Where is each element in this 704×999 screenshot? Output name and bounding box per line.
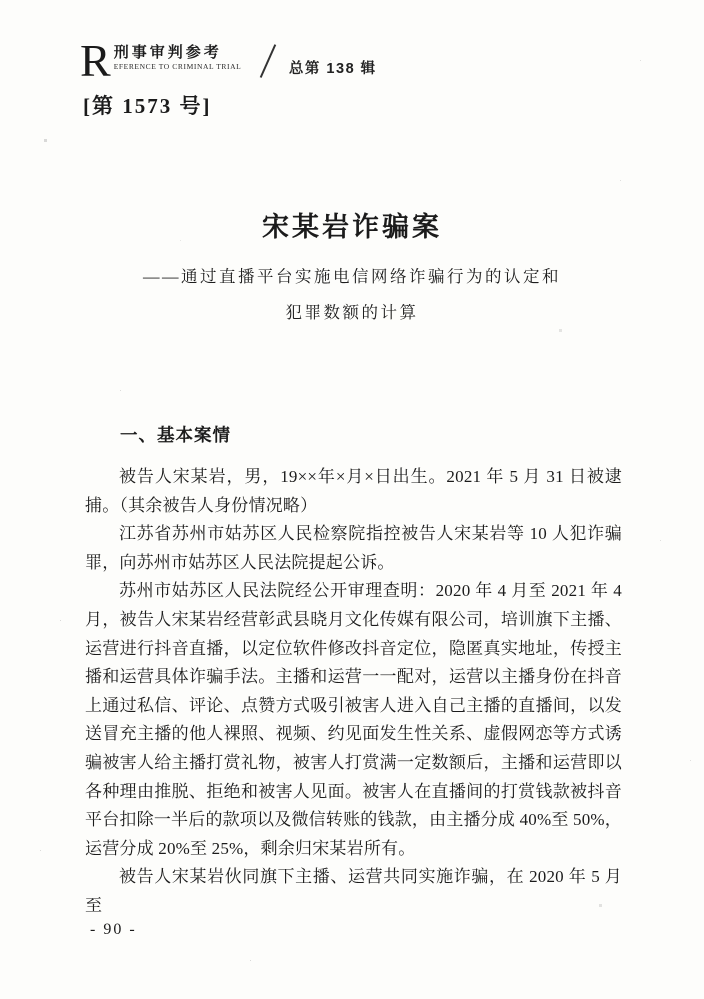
article-subtitle-line1: ——通过直播平台实施电信网络诈骗行为的认定和	[143, 267, 561, 286]
article-title: 宋某岩诈骗案	[262, 212, 442, 242]
masthead-logo-letter: R	[80, 35, 111, 86]
page-number: - 90 -	[90, 921, 137, 938]
body-paragraph: 被告人宋某岩伙同旗下主播、运营共同实施诈骗，在 2020 年 5 月至	[85, 867, 622, 915]
article-subtitle-line2: 犯罪数额的计算	[285, 303, 419, 322]
body-paragraph: 江苏省苏州市姑苏区人民检察院指控被告人宋某岩等 10 人犯诈骗罪，向苏州市姑苏区人民法院提起公诉。	[85, 524, 622, 572]
body-paragraph: 被告人宋某岩，男，19××年×月×日出生。2021 年 5 月 31 日被逮捕。（其余被告人身份情况略）	[85, 467, 622, 515]
scan-noise	[0, 0, 1, 1]
case-number: [第 1573 号]	[83, 94, 212, 118]
masthead	[80, 35, 377, 86]
body-paragraph: 苏州市姑苏区人民法院经公开审理查明：2020 年 4 月至 2021 年 4 月，被告人宋某岩经营彰武县晓月文化传媒有限公司，培训旗下主播、运营进行抖音直播，以定位软件修改抖音定位，隐匿真实地址，传授主播和运营具体诈骗手法。主播和运营一一配对，运营以主播身份在抖音上通过私信、评论、点赞方式吸引被害人进入自己主播的直播间，以发送冒充主播的他人裸照、视频、约见面发生性关系、虚假网恋等方式诱骗被害人给主播打赏礼物，被害人打赏满一定数额后，主播和运营即以各种理由推脱、拒绝和被害人见面。被害人在直播间的打赏钱款被抖音平台扣除一半后的款项以及微信转账的钱款，由主播分成 40%至 50%，运营分成 20%至 25%，剩余归宋某岩所有。	[85, 581, 622, 858]
article-body	[85, 424, 622, 921]
section-heading: 一、基本案情	[120, 425, 231, 445]
masthead-title-cn: 刑事审判参考	[113, 45, 222, 61]
masthead-issue-label: 总第 138 辑	[288, 61, 377, 77]
masthead-title-en: EFERENCE TO CRIMINAL TRIAL	[113, 62, 242, 71]
slash-divider-icon	[260, 44, 276, 78]
masthead-logo-text	[114, 42, 242, 72]
article-subtitle	[0, 259, 704, 331]
body-paragraphs	[85, 463, 622, 921]
